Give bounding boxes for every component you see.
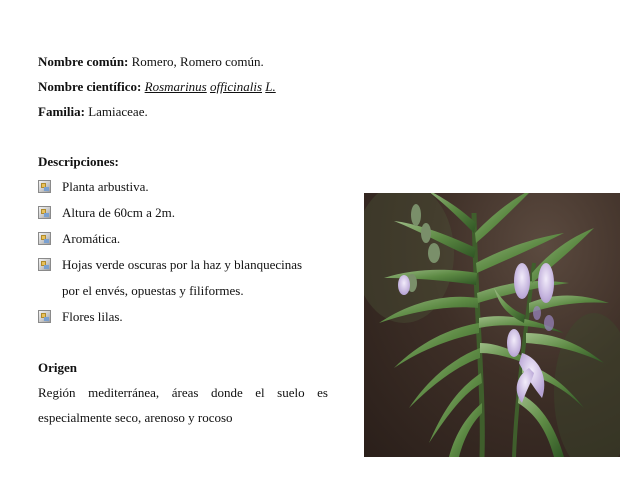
family-value: Lamiaceae. bbox=[88, 104, 148, 119]
common-name-line bbox=[38, 54, 264, 70]
bullet-icon bbox=[38, 232, 51, 245]
list-item-text: Planta arbustiva. bbox=[62, 179, 149, 194]
rosemary-photo bbox=[364, 193, 620, 457]
list-item-text: Flores lilas. bbox=[62, 309, 123, 324]
list-item-text: Altura de 60cm a 2m. bbox=[62, 205, 175, 220]
family-line bbox=[38, 104, 148, 120]
scientific-name-label: Nombre científico: bbox=[38, 79, 142, 94]
bullet-icon bbox=[38, 258, 51, 271]
origin-heading: Origen bbox=[38, 360, 77, 375]
scientific-name-line bbox=[38, 79, 276, 95]
origin-text-line-2: especialmente seco, arenoso y rocoso bbox=[38, 410, 233, 425]
list-item-text: Aromática. bbox=[62, 231, 121, 246]
rosemary-plant-photo-icon bbox=[364, 193, 620, 457]
origin-text-line-1: Región mediterránea, áreas donde el suelo es bbox=[38, 385, 328, 400]
list-item-text-continuation: por el envés, opuestas y filiformes. bbox=[62, 283, 244, 298]
bullet-icon bbox=[38, 310, 51, 323]
bullet-icon bbox=[38, 180, 51, 193]
common-name-value: Romero, Romero común. bbox=[131, 54, 264, 69]
family-label: Familia: bbox=[38, 104, 85, 119]
descriptions-heading: Descripciones: bbox=[38, 154, 119, 169]
list-item-text: Hojas verde oscuras por la haz y blanquecinas bbox=[62, 257, 303, 272]
scientific-genus: Rosmarinus bbox=[144, 79, 207, 94]
scientific-species: officinalis bbox=[210, 79, 262, 94]
bullet-icon bbox=[38, 206, 51, 219]
common-name-label: Nombre común: bbox=[38, 54, 129, 69]
scientific-author: L. bbox=[265, 79, 276, 94]
